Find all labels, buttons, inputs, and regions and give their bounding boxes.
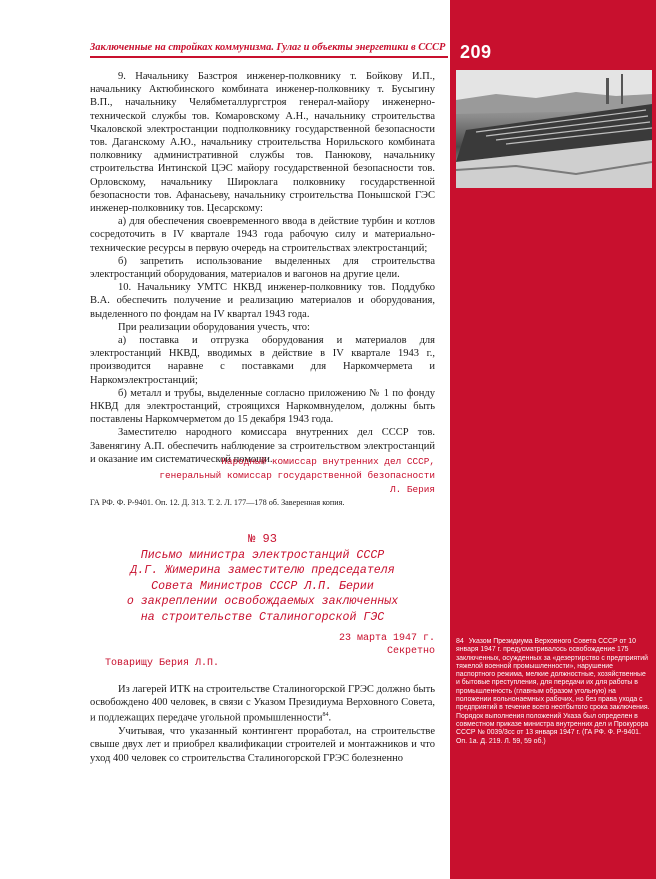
paragraph: Из лагерей ИТК на строительстве Сталиногорской ГРЭС должно быть освобождено 400 человек, в связи с Указом Президиума Верховного Совета, и подлежащих передаче угольной промышленности$^{84}$. — [90, 684, 435, 724]
paragraph: При реализации оборудования учесть, что: — [118, 321, 310, 333]
paragraph: Учитывая, что указанный контингент проработал, на строительстве свыше двух лет и приобрел квалификации строителей и монтажников и что уход 400 человек со строительства Сталиногорской ГРЭС болезненно — [90, 726, 435, 764]
main-text — [90, 70, 435, 466]
footnote-ref[interactable]: 84 — [322, 712, 329, 719]
signature-line: Народный комиссар внутренних дел СССР, — [221, 456, 435, 467]
document-title-line: о закреплении освобождаемых заключенных — [126, 595, 399, 609]
paragraph: 10. Начальнику УМТС НКВД инженер-полковнику тов. Поддубко В.А. обеспечить получение и реализацию материалов и оборудования, выделенного по фондам на IV квартал 1943 года. — [90, 282, 435, 320]
document-title-line: Д.Г. Жимерина заместителю председателя — [130, 564, 395, 578]
classification-label: Секретно — [386, 646, 435, 657]
running-header-title: Заключенные на стройках коммунизма. Гулаг и объекты энергетики в СССР — [90, 42, 446, 53]
page-number: 209 — [460, 42, 492, 62]
photo-icon — [456, 70, 652, 188]
archive-reference: ГА РФ. Ф. Р-9401. Оп. 12. Д. 313. Т. 2. Л. 177—178 об. Заверенная копия. — [90, 498, 345, 507]
paragraph: б) запретить использование выделенных для строительства электростанций оборудования, материалов и вагонов на другие цели. — [90, 255, 435, 281]
footnote-text: Указом Президиума Верховного Совета СССР от 10 января 1947 г. предусматривалось освобождение 175 заключенных, осужденных за «дезертирство с предприятий тяжелой военной промышленности», нарушение паспортного режима, мелкие должностные, хозяйственные и бытовые преступления, для передачи их для работы в промышленность (главным образом угольную) на положении вольнонаемных рабочих, но без права ухода с предприятий в течение всего неотбытого срока заключения. Порядок выполнения положений Указа был определен в совместном приказе министра внутренних дел и Прокурора СССР № 0039/3сс от 13 января 1947 г. (ГА РФ. Ф. Р-9401. Оп. 1а. Д. 219. Л. 59, 59 об.) — [456, 638, 650, 745]
archival-photo — [456, 70, 652, 188]
signature-name: Л. Берия — [389, 484, 435, 495]
paragraph: Заместителю народного комиссара внутренних дел СССР тов. Завенягину А.П. обеспечить наблюдение за строительством электростанций и оказание им систематической помощи. — [90, 427, 435, 465]
addressee: Товарищу Берия Л.П. — [105, 658, 220, 669]
signature-line: генеральный комиссар государственной безопасности — [159, 470, 435, 481]
paragraph: а) поставка и отгрузка оборудования и материалов для электростанций НКВД, вводимых в действие в IV квартале 1943 г., производится наравне с поставками для Наркомчермета и Наркомэлектростанций; — [90, 335, 435, 386]
paragraph: 9. Начальнику Базстроя инженер-полковнику т. Бойкову И.П., начальнику Актюбинского комбината инженер-полковнику т. Бусыгину В.П., начальнику Челябметаллургстроя генерал-майору инженерно-технической службы тов. Комаровскому А.Н., начальнику строительства Чкаловской электростанции подполковнику государственной безопасности тов. Даганскому А.Ю., начальнику строительства Норильского комбината полковнику административной службы тов. Панюкову, начальнику строительства Интинской ЦЭС майору государственной безопасности тов. Орловскому, начальнику Широклага полковнику государственной безопасности тов. Афанасьеву, начальнику строительства Понышской ГЭС инженер-полковнику тов. Цесарскому: — [90, 71, 435, 215]
document-date-block — [90, 632, 435, 658]
document-number: № 93 — [248, 532, 277, 546]
document-title-line: Письмо министра электростанций СССР — [140, 549, 385, 562]
paragraph: а) для обеспечения своевременного ввода в действие турбин и котлов сосредоточить в IV квартале 1943 года рабочую силу и материально-технические ресурсы в первую очередь на строительствах электростанций; — [90, 216, 435, 254]
footnote — [456, 638, 650, 746]
paragraph-text: Из лагерей ИТК на строительстве Сталиногорской ГРЭС должно быть освобождено 400 человек, в связи с Указом Президиума Верховного Совета, и подлежащих передаче угольной промышленности — [90, 684, 435, 724]
paragraph: б) металл и трубы, выделенные согласно приложению № 1 по фонду НКВД для электростанций, строящихся Наркомвнуделом, должны быть поставлены Наркомчерметом до 15 декабря 1943 года. — [90, 387, 435, 426]
document-date: 23 марта 1947 г. — [338, 633, 435, 644]
letter-text — [90, 683, 435, 765]
document-title — [90, 548, 435, 625]
document-title-line: Совета Министров СССР Л.П. Берии — [151, 579, 374, 593]
header-rule — [90, 56, 448, 58]
footnote-number: 84 — [456, 638, 464, 645]
document-title-line: на строительстве Сталиногорской ГЭС — [140, 610, 385, 624]
signature-block — [90, 455, 435, 497]
